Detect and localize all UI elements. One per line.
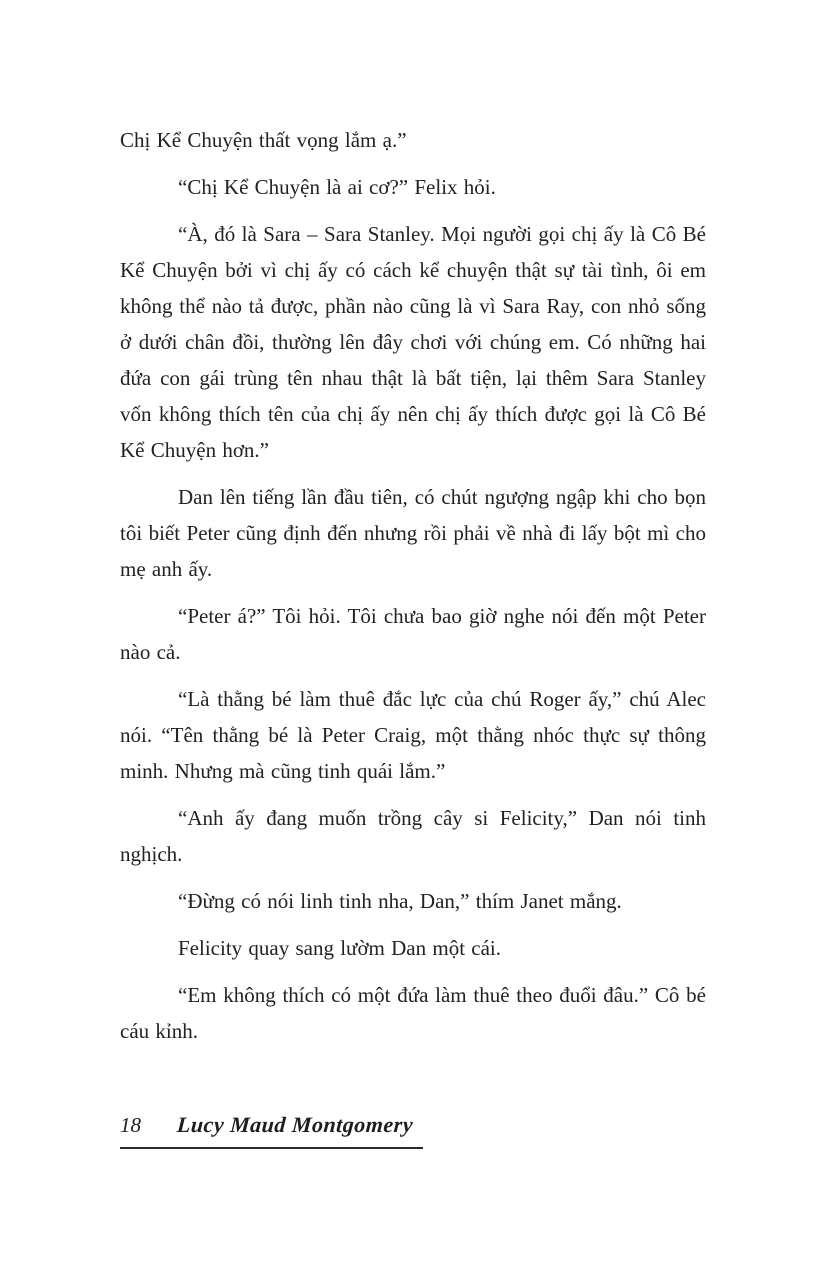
paragraph: “Chị Kể Chuyện là ai cơ?” Felix hỏi. [178, 175, 496, 199]
paragraph: “Anh ấy đang muốn trồng cây si Felicity,” Dan nói tinh nghịch. [120, 806, 706, 866]
paragraph: Felicity quay sang lườm Dan một cái. [178, 936, 502, 960]
paragraph: Chị Kể Chuyện thất vọng lắm ạ.” [120, 128, 407, 152]
paragraph: “Peter á?” Tôi hỏi. Tôi chưa bao giờ nghe nói đến một Peter nào cả. [120, 604, 706, 664]
running-title-author: Lucy Maud Montgomery [176, 1112, 415, 1137]
page-footer [120, 1112, 423, 1149]
paragraph: “Em không thích có một đứa làm thuê theo đuổi đâu.” Cô bé cáu kỉnh. [120, 983, 706, 1043]
paragraph: “À, đó là Sara – Sara Stanley. Mọi người gọi chị ấy là Cô Bé Kể Chuyện bởi vì chị ấy có cách kể chuyện thật sự tài tình, ôi em không thể nào tả được, phần nào cũng là vì Sara Ray, con nhỏ sống ở dưới chân đồi, thường lên đây chơi với chúng em. Có những hai đứa con gái trùng tên nhau thật là bất tiện, lại thêm Sara Stanley vốn không thích tên của chị ấy nên chị ấy thích được gọi là Cô Bé Kể Chuyện hơn.” [120, 222, 706, 462]
paragraph: Dan lên tiếng lần đầu tiên, có chút ngượng ngập khi cho bọn tôi biết Peter cũng định đến nhưng rồi phải về nhà đi lấy bột mì cho mẹ anh ấy. [120, 485, 706, 581]
body-text [120, 122, 706, 1060]
paragraph: “Đừng có nói linh tinh nha, Dan,” thím Janet mắng. [178, 889, 622, 913]
page-number: 18 [120, 1113, 141, 1137]
paragraph: “Là thằng bé làm thuê đắc lực của chú Roger ấy,” chú Alec nói. “Tên thằng bé là Peter Craig, một thằng nhóc thực sự thông minh. Nhưng mà cũng tinh quái lắm.” [120, 687, 706, 783]
